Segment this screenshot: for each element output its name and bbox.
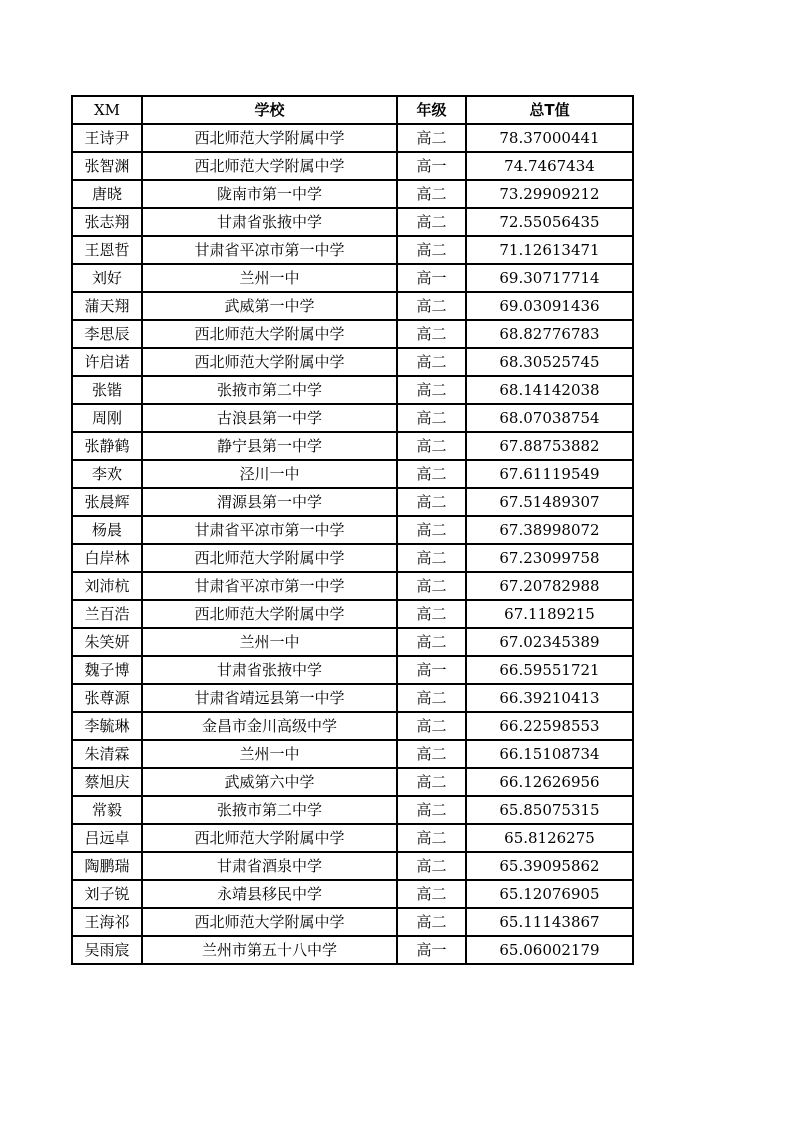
cell-score: 68.82776783 — [466, 320, 633, 348]
cell-score: 68.30525745 — [466, 348, 633, 376]
cell-school: 古浪县第一中学 — [142, 404, 397, 432]
table-row — [72, 236, 633, 264]
header-school: 学校 — [142, 96, 397, 124]
cell-name: 蔡旭庆 — [72, 768, 142, 796]
cell-score: 73.29909212 — [466, 180, 633, 208]
cell-grade: 高二 — [397, 852, 466, 880]
table-row — [72, 908, 633, 936]
cell-score: 68.14142038 — [466, 376, 633, 404]
cell-school: 甘肃省张掖中学 — [142, 208, 397, 236]
cell-grade: 高二 — [397, 180, 466, 208]
table-row — [72, 320, 633, 348]
cell-score: 67.23099758 — [466, 544, 633, 572]
cell-school: 张掖市第二中学 — [142, 376, 397, 404]
cell-name: 张智渊 — [72, 152, 142, 180]
cell-grade: 高一 — [397, 152, 466, 180]
cell-grade: 高二 — [397, 124, 466, 152]
cell-school: 甘肃省酒泉中学 — [142, 852, 397, 880]
cell-school: 西北师范大学附属中学 — [142, 320, 397, 348]
cell-grade: 高二 — [397, 768, 466, 796]
cell-score: 65.11143867 — [466, 908, 633, 936]
table-row — [72, 460, 633, 488]
cell-name: 张志翔 — [72, 208, 142, 236]
cell-grade: 高二 — [397, 712, 466, 740]
cell-name: 唐晓 — [72, 180, 142, 208]
cell-score: 69.03091436 — [466, 292, 633, 320]
cell-score: 67.20782988 — [466, 572, 633, 600]
table-row — [72, 768, 633, 796]
cell-grade: 高二 — [397, 488, 466, 516]
table-row — [72, 880, 633, 908]
cell-score: 72.55056435 — [466, 208, 633, 236]
cell-name: 蒲天翔 — [72, 292, 142, 320]
cell-grade: 高二 — [397, 572, 466, 600]
cell-school: 武威第一中学 — [142, 292, 397, 320]
cell-grade: 高二 — [397, 516, 466, 544]
cell-name: 吴雨宸 — [72, 936, 142, 964]
cell-score: 67.61119549 — [466, 460, 633, 488]
table-body — [72, 124, 633, 964]
table-row — [72, 516, 633, 544]
cell-grade: 高一 — [397, 936, 466, 964]
table-row — [72, 656, 633, 684]
cell-name: 张静鹤 — [72, 432, 142, 460]
table-row — [72, 404, 633, 432]
cell-grade: 高二 — [397, 740, 466, 768]
cell-school: 甘肃省张掖中学 — [142, 656, 397, 684]
table-header-row — [72, 96, 633, 124]
cell-name: 周刚 — [72, 404, 142, 432]
cell-score: 74.7467434 — [466, 152, 633, 180]
cell-score: 67.88753882 — [466, 432, 633, 460]
cell-score: 67.51489307 — [466, 488, 633, 516]
cell-school: 兰州一中 — [142, 740, 397, 768]
cell-grade: 高二 — [397, 796, 466, 824]
cell-score: 66.15108734 — [466, 740, 633, 768]
table-row — [72, 180, 633, 208]
cell-name: 兰百浩 — [72, 600, 142, 628]
cell-name: 朱笑妍 — [72, 628, 142, 656]
cell-score: 66.59551721 — [466, 656, 633, 684]
cell-name: 刘沛杭 — [72, 572, 142, 600]
cell-school: 兰州市第五十八中学 — [142, 936, 397, 964]
table-row — [72, 376, 633, 404]
cell-grade: 高二 — [397, 404, 466, 432]
cell-name: 李思辰 — [72, 320, 142, 348]
table-row — [72, 264, 633, 292]
cell-school: 张掖市第二中学 — [142, 796, 397, 824]
cell-score: 66.12626956 — [466, 768, 633, 796]
header-grade: 年级 — [397, 96, 466, 124]
table-row — [72, 740, 633, 768]
cell-school: 西北师范大学附属中学 — [142, 152, 397, 180]
cell-name: 吕远卓 — [72, 824, 142, 852]
cell-grade: 高二 — [397, 824, 466, 852]
cell-school: 武威第六中学 — [142, 768, 397, 796]
cell-score: 67.1189215 — [466, 600, 633, 628]
score-table-sheet — [71, 95, 634, 965]
cell-name: 杨晨 — [72, 516, 142, 544]
table-row — [72, 852, 633, 880]
cell-name: 陶鹏瑞 — [72, 852, 142, 880]
cell-school: 静宁县第一中学 — [142, 432, 397, 460]
cell-school: 西北师范大学附属中学 — [142, 824, 397, 852]
table-row — [72, 124, 633, 152]
cell-school: 永靖县移民中学 — [142, 880, 397, 908]
cell-grade: 高二 — [397, 684, 466, 712]
cell-score: 65.39095862 — [466, 852, 633, 880]
cell-school: 渭源县第一中学 — [142, 488, 397, 516]
cell-name: 张晨辉 — [72, 488, 142, 516]
cell-name: 王恩哲 — [72, 236, 142, 264]
cell-school: 西北师范大学附属中学 — [142, 544, 397, 572]
cell-grade: 高二 — [397, 600, 466, 628]
table-row — [72, 208, 633, 236]
table-row — [72, 936, 633, 964]
table-row — [72, 572, 633, 600]
score-table — [71, 95, 634, 965]
cell-score: 65.06002179 — [466, 936, 633, 964]
cell-score: 71.12613471 — [466, 236, 633, 264]
table-row — [72, 824, 633, 852]
table-row — [72, 712, 633, 740]
cell-grade: 高二 — [397, 292, 466, 320]
cell-grade: 高二 — [397, 208, 466, 236]
cell-score: 68.07038754 — [466, 404, 633, 432]
cell-school: 西北师范大学附属中学 — [142, 348, 397, 376]
cell-school: 西北师范大学附属中学 — [142, 600, 397, 628]
cell-school: 兰州一中 — [142, 628, 397, 656]
table-row — [72, 600, 633, 628]
cell-school: 西北师范大学附属中学 — [142, 908, 397, 936]
cell-grade: 高二 — [397, 628, 466, 656]
cell-grade: 高二 — [397, 376, 466, 404]
cell-grade: 高二 — [397, 880, 466, 908]
cell-grade: 高一 — [397, 656, 466, 684]
cell-school: 兰州一中 — [142, 264, 397, 292]
cell-school: 甘肃省平凉市第一中学 — [142, 236, 397, 264]
cell-grade: 高二 — [397, 320, 466, 348]
cell-grade: 高二 — [397, 236, 466, 264]
cell-school: 甘肃省平凉市第一中学 — [142, 572, 397, 600]
cell-score: 65.12076905 — [466, 880, 633, 908]
table-row — [72, 544, 633, 572]
cell-school: 甘肃省靖远县第一中学 — [142, 684, 397, 712]
table-row — [72, 796, 633, 824]
cell-score: 65.8126275 — [466, 824, 633, 852]
cell-name: 常毅 — [72, 796, 142, 824]
header-score: 总T值 — [466, 96, 633, 124]
cell-name: 王海祁 — [72, 908, 142, 936]
header-name: XM — [72, 96, 142, 124]
table-row — [72, 684, 633, 712]
cell-grade: 高二 — [397, 348, 466, 376]
cell-name: 刘好 — [72, 264, 142, 292]
cell-name: 许启诺 — [72, 348, 142, 376]
cell-school: 甘肃省平凉市第一中学 — [142, 516, 397, 544]
cell-score: 66.39210413 — [466, 684, 633, 712]
cell-score: 65.85075315 — [466, 796, 633, 824]
cell-name: 张尊源 — [72, 684, 142, 712]
cell-school: 金昌市金川高级中学 — [142, 712, 397, 740]
cell-score: 69.30717714 — [466, 264, 633, 292]
table-row — [72, 292, 633, 320]
cell-grade: 高二 — [397, 908, 466, 936]
cell-name: 张锴 — [72, 376, 142, 404]
cell-score: 78.37000441 — [466, 124, 633, 152]
cell-school: 西北师范大学附属中学 — [142, 124, 397, 152]
cell-score: 67.02345389 — [466, 628, 633, 656]
cell-school: 泾川一中 — [142, 460, 397, 488]
table-row — [72, 348, 633, 376]
cell-name: 白岸林 — [72, 544, 142, 572]
table-row — [72, 488, 633, 516]
cell-grade: 高二 — [397, 544, 466, 572]
cell-score: 66.22598553 — [466, 712, 633, 740]
cell-score: 67.38998072 — [466, 516, 633, 544]
cell-school: 陇南市第一中学 — [142, 180, 397, 208]
cell-grade: 高二 — [397, 460, 466, 488]
cell-name: 李欢 — [72, 460, 142, 488]
cell-grade: 高一 — [397, 264, 466, 292]
cell-name: 朱清霖 — [72, 740, 142, 768]
cell-grade: 高二 — [397, 432, 466, 460]
table-row — [72, 432, 633, 460]
cell-name: 魏子博 — [72, 656, 142, 684]
table-row — [72, 152, 633, 180]
cell-name: 李毓琳 — [72, 712, 142, 740]
cell-name: 王诗尹 — [72, 124, 142, 152]
cell-name: 刘子锐 — [72, 880, 142, 908]
table-row — [72, 628, 633, 656]
